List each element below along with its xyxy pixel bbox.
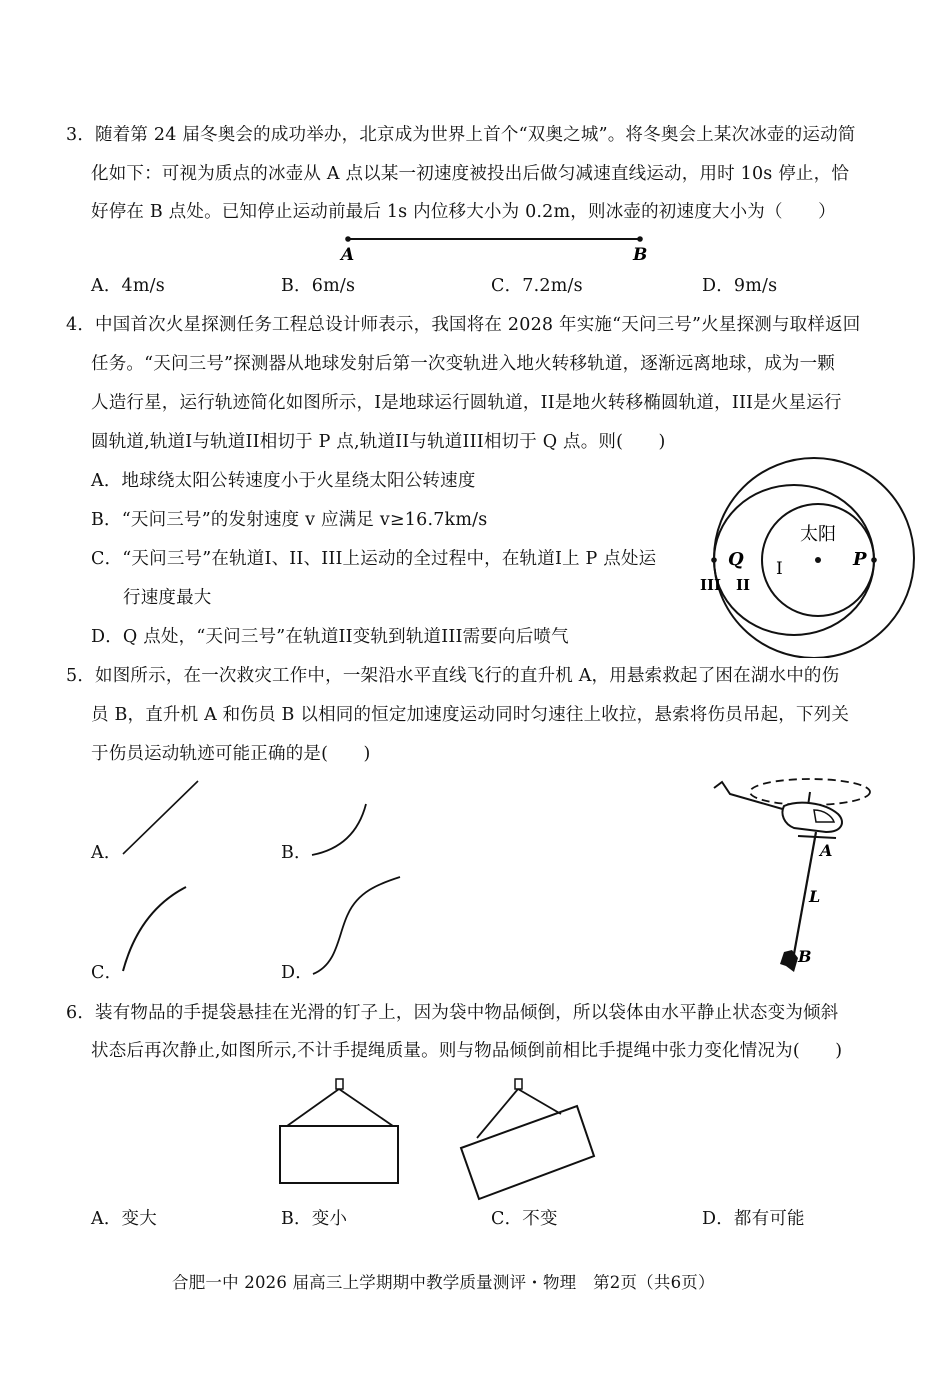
q3-point-b-label: B xyxy=(633,245,648,265)
q4-option-d[interactable]: D．Q 点处，“天问三号”在轨道II变轨到轨道III需要向后喷气 xyxy=(91,627,569,647)
q3-option-c[interactable]: C．7.2m/s xyxy=(491,276,583,296)
point-q-label: Q xyxy=(728,549,744,570)
q4-option-c-cont: 行速度最大 xyxy=(123,588,212,608)
q5-line-2: 员 B，直升机 A 和伤员 B 以相同的恒定加速度运动同时匀速往上收拉，悬索将伤员吊起，下列关 xyxy=(91,705,850,725)
q5-option-b-curve[interactable] xyxy=(308,800,370,860)
q3-point-b-dot xyxy=(637,236,643,242)
q5-option-c-label[interactable]: C． xyxy=(91,963,123,983)
q4-option-a[interactable]: A．地球绕太阳公转速度小于火星绕太阳公转速度 xyxy=(91,471,476,491)
nail-tilted xyxy=(515,1079,522,1089)
q3-track-figure xyxy=(335,232,655,266)
q4-orbit-figure xyxy=(696,452,926,658)
point-q-dot xyxy=(711,557,717,563)
helicopter-a-label: A xyxy=(820,841,833,860)
q6-option-c[interactable]: C．不变 xyxy=(491,1209,558,1229)
q3-option-b[interactable]: B．6m/s xyxy=(281,276,356,296)
page-footer: 合肥一中 2026 届高三上学期期中教学质量测评・物理 第2页（共6页） xyxy=(172,1273,715,1292)
q5-line-3: 于伤员运动轨迹可能正确的是( ) xyxy=(91,744,371,764)
sun-dot xyxy=(815,557,821,563)
q3-option-a[interactable]: A．4m/s xyxy=(91,276,165,296)
q6-bag-tilted-figure xyxy=(455,1076,605,1204)
q5-option-d-label[interactable]: D． xyxy=(281,963,313,983)
q4-line-1: 4．中国首次火星探测任务工程总设计师表示，我国将在 2028 年实施“天问三号”火星探测与取样返回 xyxy=(66,315,861,335)
q5-line-1: 5．如图所示，在一次救灾工作中，一架沿水平直线飞行的直升机 A，用悬索救起了困在湖水中的伤 xyxy=(66,666,840,686)
helicopter-tail xyxy=(714,782,786,810)
q3-line-1: 3．随着第 24 届冬奥会的成功举办，北京成为世界上首个“双奥之城”。将冬奥会上某次冰壶的运动简 xyxy=(66,125,856,145)
sun-label: 太阳 xyxy=(800,524,836,545)
q3-option-d[interactable]: D．9m/s xyxy=(702,276,778,296)
helicopter-body xyxy=(782,803,842,832)
q6-line-1: 6．装有物品的手提袋悬挂在光滑的钉子上，因为袋中物品倾倒，所以袋体由水平静止状态变为倾斜 xyxy=(66,1003,839,1023)
q6-line-2: 状态后再次静止,如图所示,不计手提绳质量。则与物品倾倒前相比手提绳中张力变化情况为( ) xyxy=(91,1041,843,1061)
q4-line-4: 圆轨道,轨道I与轨道II相切于 P 点,轨道II与轨道III相切于 Q 点。则( ) xyxy=(91,432,666,452)
q3-line-3: 好停在 B 点处。已知停止运动前最后 1s 内位移大小为 0.2m，则冰壶的初速度大小为（ ） xyxy=(91,202,836,222)
q3-point-a-label: A xyxy=(341,245,355,265)
orbit-1-label: I xyxy=(776,559,783,579)
bag-level xyxy=(280,1126,398,1183)
helicopter-skid xyxy=(798,836,836,838)
q5-option-c-curve[interactable] xyxy=(118,884,190,976)
orbit-2-label: II xyxy=(736,576,751,594)
q4-line-3: 人造行星，运行轨迹简化如图所示，I是地球运行圆轨道，II是地火转移椭圆轨道，III是火星运行 xyxy=(91,393,842,413)
point-p-dot xyxy=(871,557,877,563)
q6-bag-level-figure xyxy=(275,1076,405,1188)
person-b xyxy=(780,950,798,972)
q3-point-a-dot xyxy=(345,236,351,242)
q6-option-b[interactable]: B．变小 xyxy=(281,1209,348,1229)
q5-option-b-label[interactable]: B． xyxy=(281,843,312,863)
q5-option-d-curve[interactable] xyxy=(308,874,404,978)
q6-option-a[interactable]: A．变大 xyxy=(91,1209,157,1229)
q4-option-b[interactable]: B．“天问三号”的发射速度 v 应满足 v≥16.7km/s xyxy=(91,510,488,530)
nail-level xyxy=(336,1079,343,1089)
person-b-label: B xyxy=(798,947,812,966)
q5-helicopter-figure xyxy=(706,766,886,982)
q4-line-2: 任务。“天问三号”探测器从地球发射后第一次变轨进入地火转移轨道，逐渐远离地球，成为一颗 xyxy=(91,354,835,374)
q5-option-a-label[interactable]: A． xyxy=(91,843,122,863)
q6-option-d[interactable]: D．都有可能 xyxy=(702,1209,805,1229)
bag-tilted xyxy=(461,1106,594,1199)
q4-option-c[interactable]: C．“天问三号”在轨道I、II、III上运动的全过程中，在轨道I上 P 点处运 xyxy=(91,549,657,569)
point-p-label: P xyxy=(853,549,867,570)
q5-option-a-curve[interactable] xyxy=(118,778,203,858)
q3-line-2: 化如下：可视为质点的冰壶从 A 点以某一初速度被投出后做匀减速直线运动，用时 10s 停止，恰 xyxy=(91,164,850,184)
rope-l-label: L xyxy=(809,887,821,906)
orbit-3-label: III xyxy=(700,576,722,594)
